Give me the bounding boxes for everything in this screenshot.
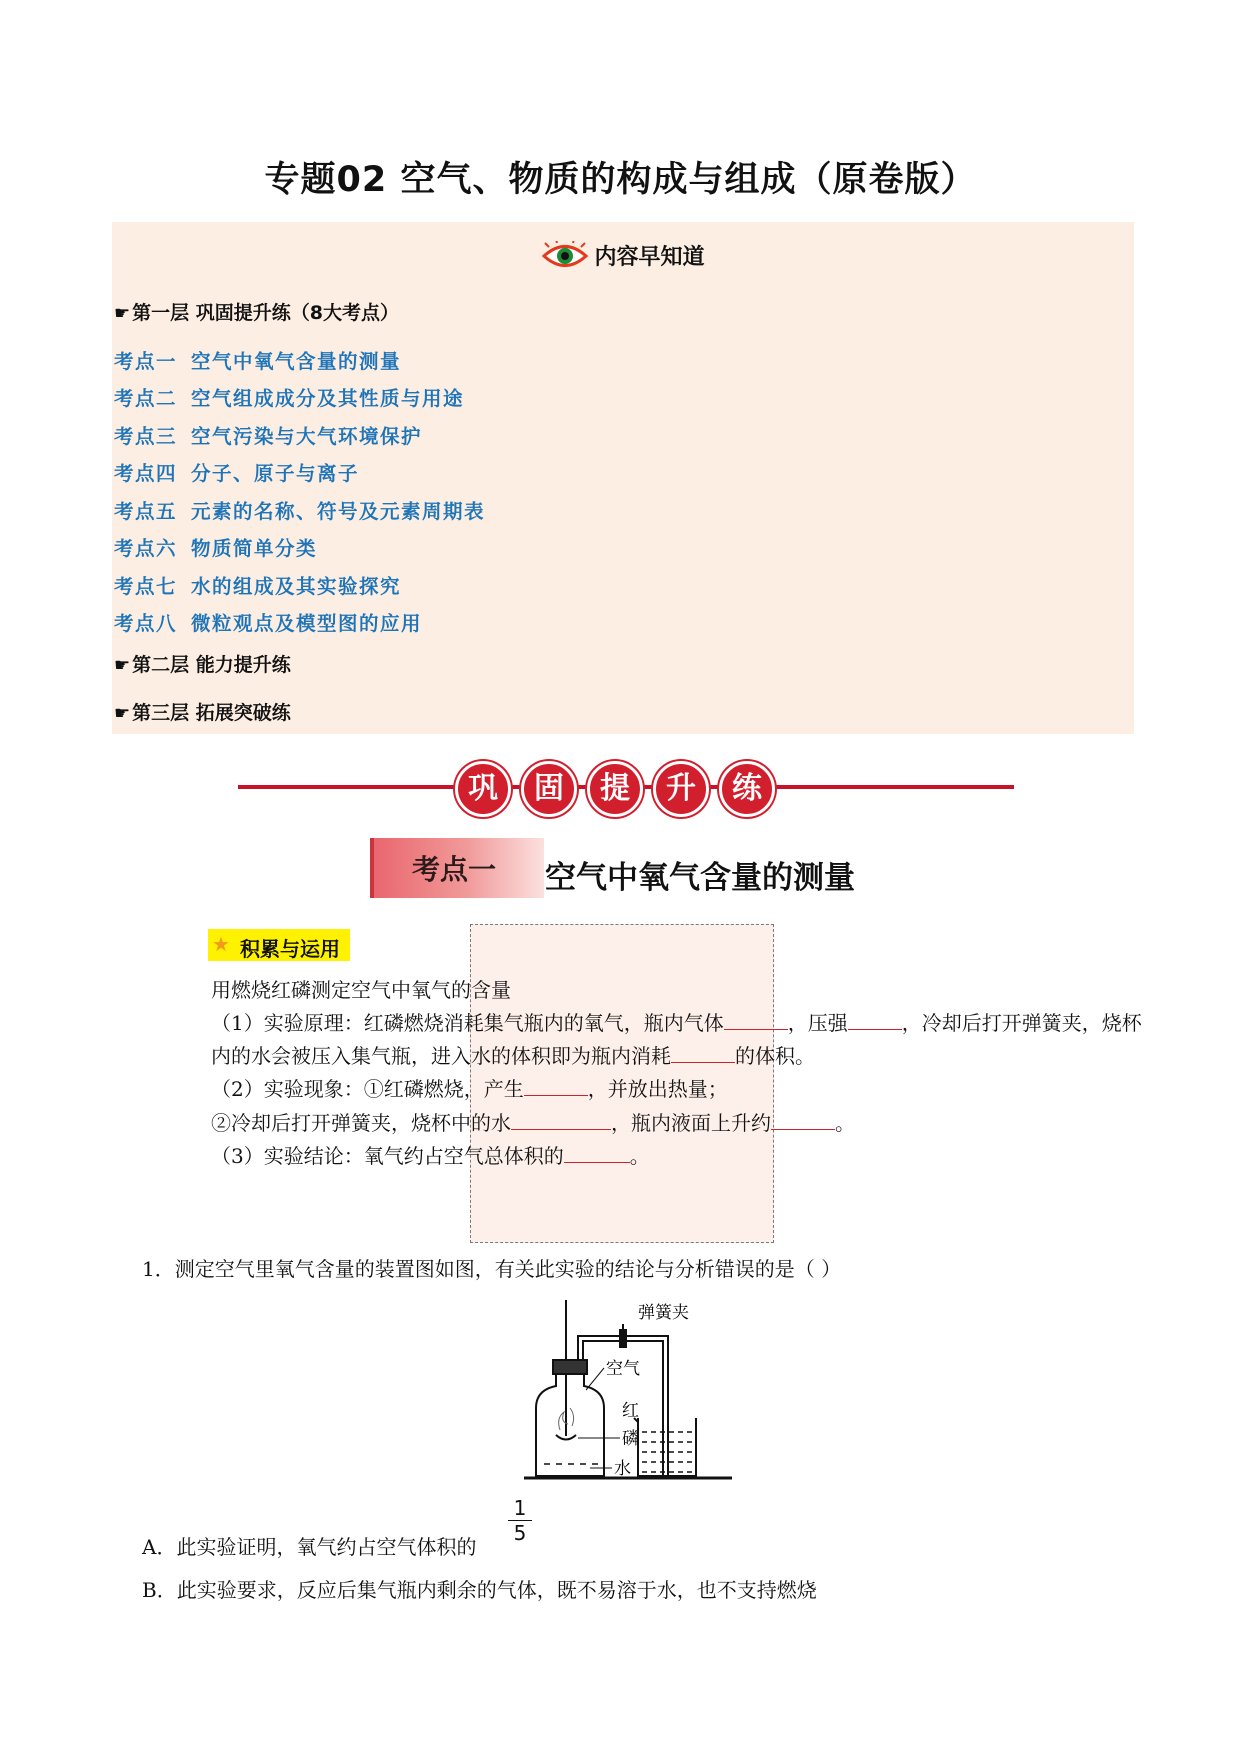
layer-2[interactable] xyxy=(114,650,291,677)
star-icon: ★ xyxy=(212,932,230,956)
text: ，瓶内液面上升约 xyxy=(611,1111,771,1135)
conclusion-line xyxy=(211,1143,650,1169)
figure-label-clip: 弹簧夹 xyxy=(638,1303,689,1323)
kaodian-num: 考点四 xyxy=(114,462,178,485)
principle-line-1 xyxy=(211,1010,1142,1036)
option-a: A．此实验证明，氧气约占空气体积的 xyxy=(142,1535,477,1559)
kaodian-link-4[interactable] xyxy=(114,458,359,486)
phenomenon-line-2 xyxy=(211,1110,855,1136)
accumulation-tag xyxy=(208,929,350,961)
figure-label-phosphorus-2: 磷 xyxy=(622,1429,639,1449)
kaodian-tag xyxy=(370,838,544,898)
text: （2）实验现象：①红磷燃烧，产生 xyxy=(211,1077,524,1101)
kaodian-num: 考点七 xyxy=(114,575,178,598)
pointing-hand-icon: ☛ xyxy=(114,303,131,324)
fraction-one-fifth xyxy=(508,1497,532,1544)
figure-label-phosphorus-1: 红 xyxy=(622,1401,639,1421)
overview-panel xyxy=(112,222,1134,734)
accumulation-intro: 用燃烧红磷测定空气中氧气的含量 xyxy=(211,978,511,1002)
section-heading: 空气中氧气含量的测量 xyxy=(545,860,855,896)
answer-blank[interactable] xyxy=(671,1044,735,1063)
answer-blank[interactable] xyxy=(771,1111,835,1130)
answer-blank[interactable] xyxy=(524,1077,588,1096)
option-b: B．此实验要求，反应后集气瓶内剩余的气体，既不易溶于水，也不支持燃烧 xyxy=(142,1578,817,1602)
accumulation-tag-text: 积累与运用 xyxy=(240,937,340,961)
text: ，并放出热量； xyxy=(587,1077,728,1101)
text: （1）实验原理：红磷燃烧消耗集气瓶内的氧气，瓶内气体 xyxy=(211,1011,724,1035)
kaodian-tag-text: 考点一 xyxy=(412,853,497,886)
page-title: 专题02 空气、物质的构成与组成（原卷版） xyxy=(264,160,977,200)
kaodian-num: 考点三 xyxy=(114,425,178,448)
principle-line-2 xyxy=(211,1043,815,1069)
text: 。 xyxy=(629,1144,650,1168)
layer-1-label: 第一层 巩固提升练（8大考点） xyxy=(132,302,399,324)
text: 。 xyxy=(835,1111,855,1135)
text: 的体积。 xyxy=(735,1044,815,1068)
kaodian-link-6[interactable] xyxy=(114,533,317,561)
kaodian-name: 空气组成成分及其性质与用途 xyxy=(191,387,465,410)
kaodian-link-3[interactable] xyxy=(114,421,422,449)
kaodian-link-1[interactable] xyxy=(114,346,401,374)
kaodian-name: 空气中氧气含量的测量 xyxy=(191,350,402,373)
layer-1[interactable] xyxy=(114,298,399,325)
fraction-numerator: 1 xyxy=(513,1496,527,1520)
kaodian-link-8[interactable] xyxy=(114,608,422,636)
kaodian-num: 考点五 xyxy=(114,500,178,523)
figure-label-water: 水 xyxy=(614,1459,631,1479)
banner-char: 提 xyxy=(587,761,643,817)
layer-2-label: 第二层 能力提升练 xyxy=(132,654,291,676)
overview-heading xyxy=(112,240,1134,271)
kaodian-link-5[interactable] xyxy=(114,496,485,524)
kaodian-link-7[interactable] xyxy=(114,571,401,599)
kaodian-name: 物质简单分类 xyxy=(191,537,318,560)
eye-icon xyxy=(541,241,589,271)
fraction-denominator: 5 xyxy=(513,1521,527,1545)
text: ，压强 xyxy=(787,1011,848,1035)
overview-heading-text: 内容早知道 xyxy=(594,245,705,270)
kaodian-name: 微粒观点及模型图的应用 xyxy=(191,612,423,635)
question-stem: 1．测定空气里氧气含量的装置图如图，有关此实验的结论与分析错误的是（ ） xyxy=(142,1257,842,1281)
banner-char: 升 xyxy=(653,761,709,817)
layer-3-label: 第三层 拓展突破练 xyxy=(132,702,291,724)
text: （3）实验结论：氧气约占空气总体积的 xyxy=(211,1144,564,1168)
kaodian-name: 空气污染与大气环境保护 xyxy=(191,425,423,448)
answer-blank[interactable] xyxy=(724,1011,788,1030)
kaodian-num: 考点八 xyxy=(114,612,178,635)
text: ，冷却后打开弹簧夹，烧杯 xyxy=(901,1011,1142,1035)
answer-blank[interactable] xyxy=(511,1111,611,1130)
kaodian-num: 考点六 xyxy=(114,537,178,560)
pointing-hand-icon: ☛ xyxy=(114,703,131,724)
answer-blank[interactable] xyxy=(848,1011,902,1030)
banner-char: 巩 xyxy=(455,761,511,817)
kaodian-num: 考点一 xyxy=(114,350,178,373)
kaodian-name: 元素的名称、符号及元素周期表 xyxy=(191,500,486,523)
apparatus-figure xyxy=(520,1298,740,1486)
kaodian-link-2[interactable] xyxy=(114,383,464,411)
kaodian-name: 水的组成及其实验探究 xyxy=(191,575,402,598)
banner-char: 练 xyxy=(719,761,775,817)
text: 内的水会被压入集气瓶，进入水的体积即为瓶内消耗 xyxy=(211,1044,671,1068)
figure-label-air: 空气 xyxy=(606,1359,640,1379)
pointing-hand-icon: ☛ xyxy=(114,655,131,676)
kaodian-num: 考点二 xyxy=(114,387,178,410)
answer-blank[interactable] xyxy=(564,1144,630,1163)
phenomenon-line-1 xyxy=(211,1076,728,1102)
text: ②冷却后打开弹簧夹，烧杯中的水 xyxy=(211,1111,511,1135)
layer-3[interactable] xyxy=(114,698,291,725)
kaodian-name: 分子、原子与离子 xyxy=(191,462,360,485)
banner-char: 固 xyxy=(521,761,577,817)
